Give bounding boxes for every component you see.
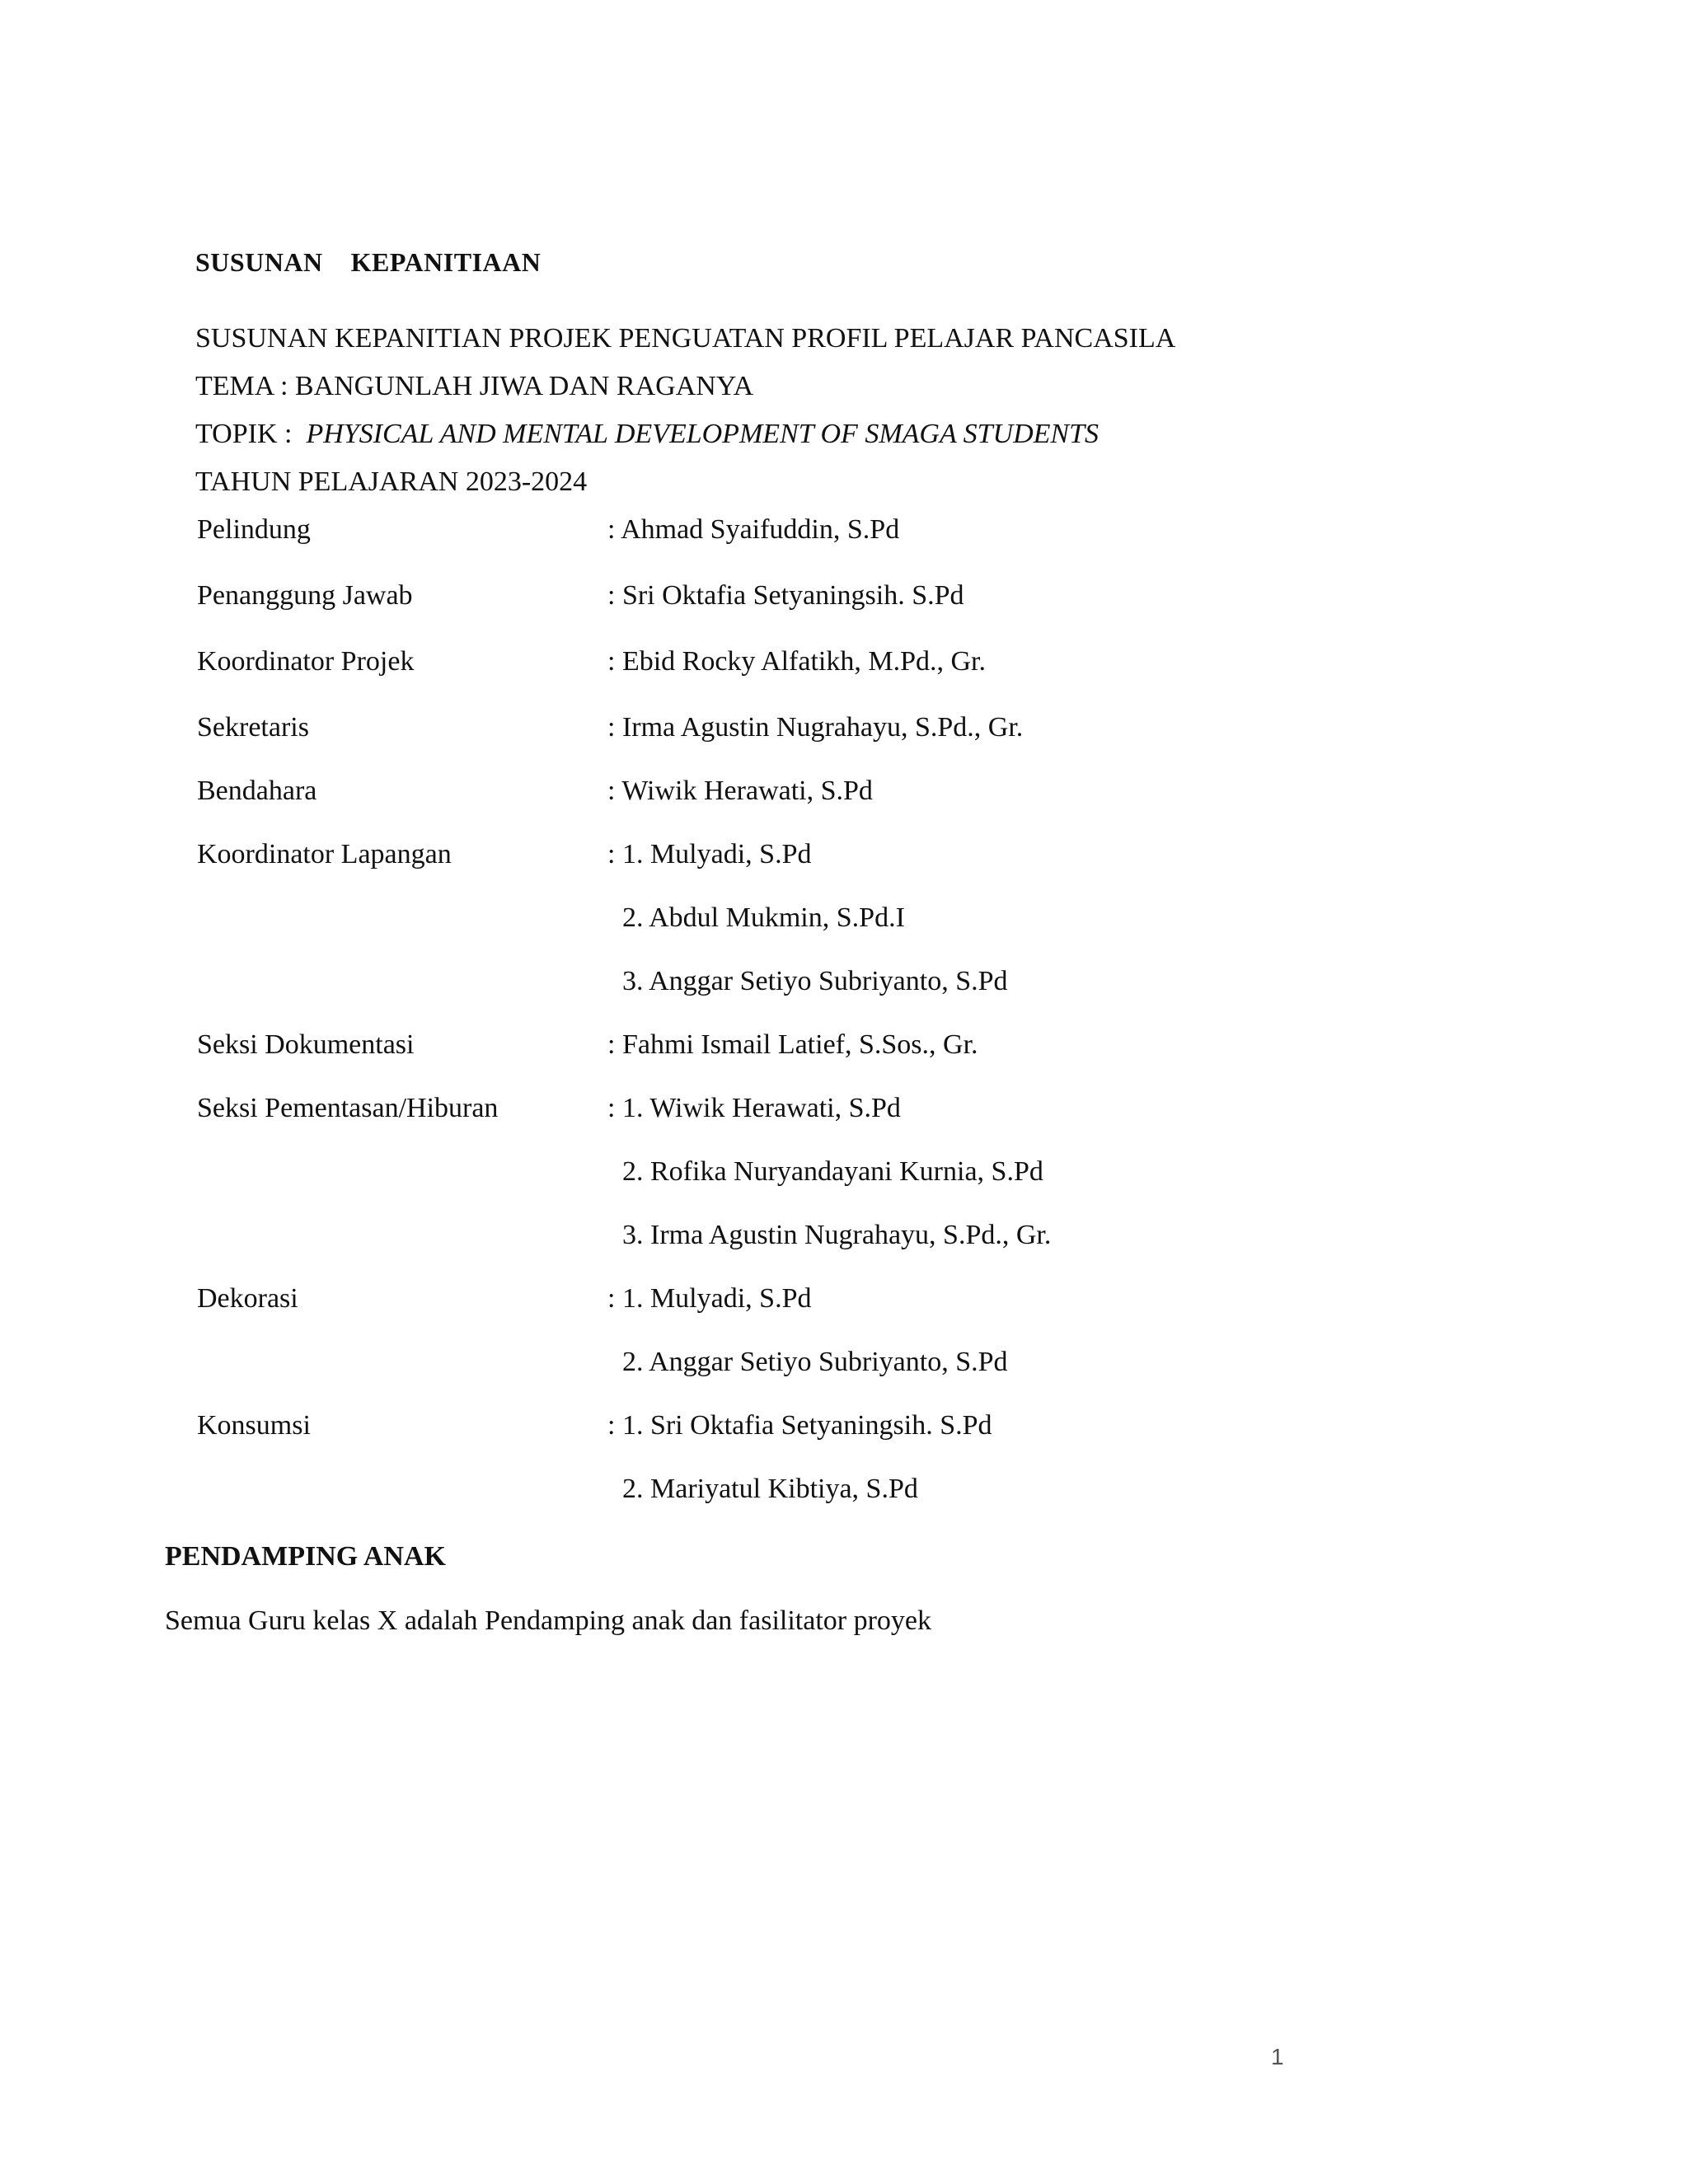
role-label: Pelindung [197,514,311,545]
committee-row [195,1156,1432,1197]
member-value: 2. Abdul Mukmin, S.Pd.I [622,902,905,933]
header-line-program: SUSUNAN KEPANITIAN PROJEK PENGUATAN PROFIL PELAJAR PANCASILA [195,323,1176,354]
page-number: 1 [1271,2044,1284,2069]
member-value: : 1. Wiwik Herawati, S.Pd [607,1093,901,1123]
committee-row [195,839,1432,880]
role-label: Konsumsi [197,1410,311,1441]
member-value: : Wiwik Herawati, S.Pd [607,776,873,806]
member-value: : 1. Mulyadi, S.Pd [607,1283,812,1314]
committee-row [195,712,1432,753]
committee-row [195,1220,1432,1261]
member-value: : Ahmad Syaifuddin, S.Pd [607,514,900,545]
member-value: : Irma Agustin Nugrahayu, S.Pd., Gr. [607,712,1024,743]
role-label: Seksi Dokumentasi [197,1029,415,1060]
member-value: : 1. Sri Oktafia Setyaningsih. S.Pd [607,1410,992,1441]
member-value: 2. Mariyatul Kibtiya, S.Pd [622,1474,918,1504]
member-value: 2. Rofika Nuryandayani Kurnia, S.Pd [622,1156,1043,1187]
role-label: Koordinator Projek [197,646,415,677]
member-value: : Fahmi Ismail Latief, S.Sos., Gr. [607,1029,978,1060]
role-label: Koordinator Lapangan [197,839,452,869]
committee-row [195,966,1432,1007]
committee-row [195,1283,1432,1324]
role-label: Bendahara [197,776,317,806]
pendamping-heading: PENDAMPING ANAK [165,1541,446,1572]
role-label: Sekretaris [197,712,309,743]
committee-row [195,580,1432,621]
topic-label: TOPIK : [195,419,307,449]
member-value: : Ebid Rocky Alfatikh, M.Pd., Gr. [607,646,986,677]
role-label: Seksi Pementasan/Hiburan [197,1093,499,1123]
member-value: : 1. Mulyadi, S.Pd [607,839,812,869]
committee-row [195,776,1432,817]
committee-row [195,1347,1432,1388]
committee-row [195,1474,1432,1515]
member-value: 3. Irma Agustin Nugrahayu, S.Pd., Gr. [622,1220,1052,1250]
member-value: 3. Anggar Setiyo Subriyanto, S.Pd [622,966,1008,996]
committee-row [195,514,1432,555]
committee-row [195,902,1432,944]
committee-row [195,1410,1432,1451]
committee-row [195,1093,1432,1134]
committee-row [195,646,1432,687]
role-label: Dekorasi [197,1283,298,1314]
member-value: 2. Anggar Setiyo Subriyanto, S.Pd [622,1347,1008,1377]
document-title: SUSUNAN KEPANITIAAN [195,247,542,277]
header-line-topic [195,419,1099,450]
header-line-theme: TEMA : BANGUNLAH JIWA DAN RAGANYA [195,371,754,401]
topic-value: PHYSICAL AND MENTAL DEVELOPMENT OF SMAGA STUDENTS [306,419,1099,449]
header-line-year: TAHUN PELAJARAN 2023-2024 [195,466,588,497]
role-label: Penanggung Jawab [197,580,413,611]
member-value: : Sri Oktafia Setyaningsih. S.Pd [607,580,964,611]
committee-row [195,1029,1432,1071]
pendamping-text: Semua Guru kelas X adalah Pendamping anak dan fasilitator proyek [165,1605,932,1636]
